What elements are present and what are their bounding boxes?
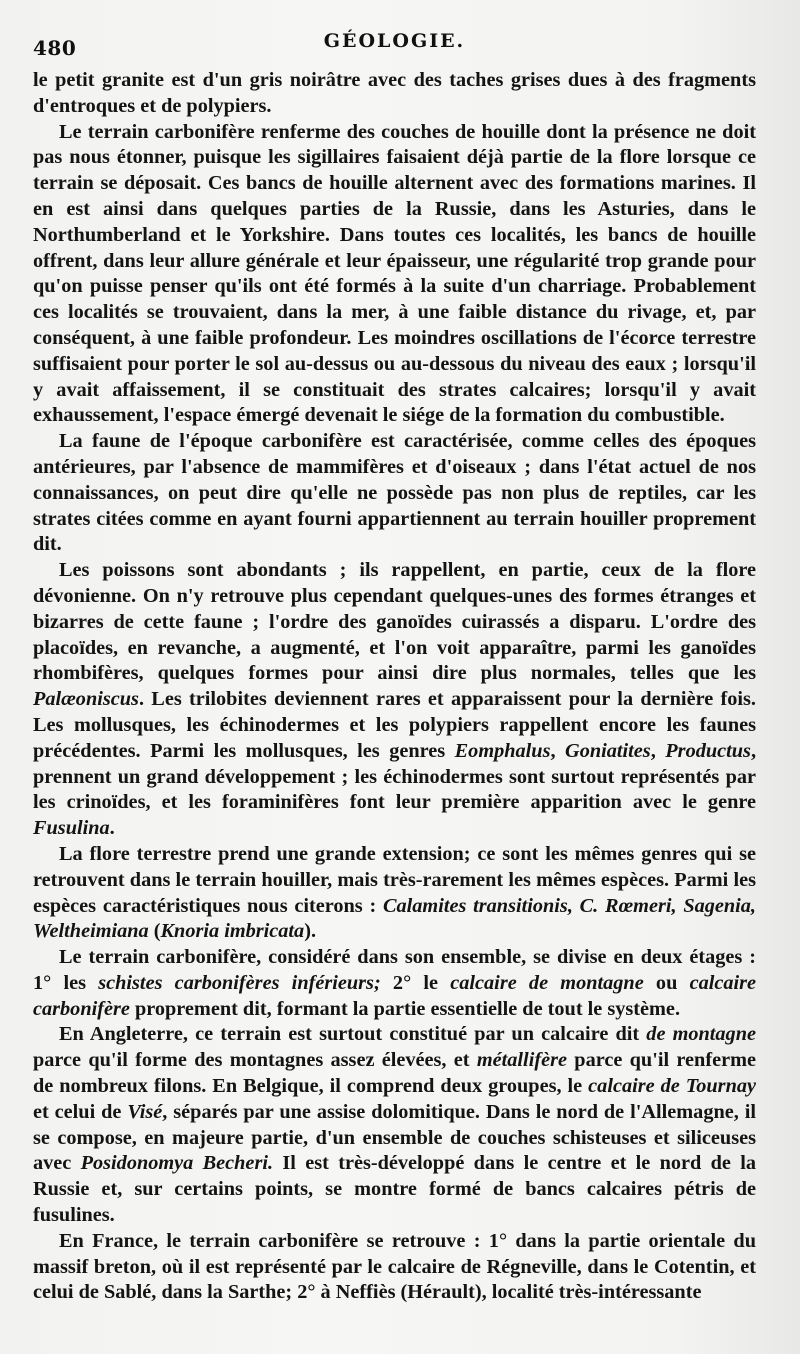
italic-run: calcaire de Tournay — [588, 1075, 757, 1098]
text-run: . Les trilobites deviennent rares et apparaissent pour la dernière fois. Les mollusques, les échinodermes et les polypiers rappellent encore les faunes précédentes. Parmi les mollusques, les genres — [33, 688, 756, 762]
text-run: , prennent un grand développement ; les échinodermes sont surtout représentés par les crinoïdes, et les foraminifères font leur première apparition avec le genre — [33, 739, 757, 814]
text-run: , séparés par une assise dolomitique. Dans le nord de l'Allemagne, il se compose, en majeure partie, d'un ensemble de couches schisteuses et siliceuses avec — [33, 1100, 756, 1175]
italic-run: Palæoniscus — [33, 688, 139, 711]
paragraph — [33, 1022, 756, 1228]
italic-run: calcaire de montagne — [450, 971, 644, 994]
text-run: Le terrain carbonifère, considéré dans son ensemble, se divise en deux étages : 1° les — [33, 946, 756, 994]
text-run: , — [650, 739, 666, 762]
paragraph — [33, 558, 756, 842]
italic-run: de montagne — [646, 1023, 756, 1046]
page-header — [33, 30, 756, 68]
italic-run: Calamites transitionis, C. Rœmeri, Sagenia, Weltheimiana — [33, 894, 757, 943]
text-run: Il est très-développé dans le centre et le nord de la Russie et, sur certains points, se montre formé de bancs calcaires pétris de fusulines. — [33, 1152, 757, 1227]
running-head: GÉOLOGIE. — [323, 30, 466, 52]
text-run: 2° le — [380, 971, 451, 994]
italic-run: calcaire carbonifère — [33, 971, 757, 1020]
italic-run: Posidonomya Becheri. — [80, 1152, 274, 1175]
paragraph — [33, 68, 756, 120]
italic-run: Goniatites — [565, 739, 651, 762]
paragraph — [33, 120, 756, 430]
text-run: ( — [148, 920, 161, 943]
paragraph — [33, 945, 756, 1022]
page-number: 480 — [33, 36, 77, 60]
italic-run: Eomphalus — [454, 739, 551, 762]
text-run: En Angleterre, ce terrain est surtout constitué par un calcaire dit — [59, 1023, 647, 1046]
text-run: En France, le terrain carbonifère se retrouve : 1° dans la partie orientale du massif breton, où il est représenté par le calcaire de Régneville, dans le Cotentin, et celui de Sablé, dans la Sarthe; 2° à Neffiès (Hérault), localité très-intéressante — [33, 1229, 756, 1304]
body-text — [33, 68, 756, 1306]
italic-run: métallifère — [476, 1049, 567, 1072]
text-run: . — [109, 817, 115, 840]
italic-run: Fusulina — [33, 817, 110, 840]
paragraph — [33, 429, 756, 558]
italic-run: Visé — [127, 1100, 163, 1123]
text-run: et celui de — [33, 1100, 128, 1123]
text-run: La flore terrestre prend une grande extension; ce sont les mêmes genres qui se retrouvent dans le terrain houiller, mais très-rarement les mêmes espèces. Parmi les espèces caractéristiques nous citerons : — [33, 842, 756, 917]
text-run: le petit granite est d'un gris noirâtre avec des taches grises dues à des fragments d'entroques et de polypiers. — [33, 69, 756, 117]
paragraph — [33, 842, 756, 945]
text-run: ou — [643, 971, 690, 994]
italic-run: Knoria imbricata — [160, 920, 305, 943]
text-run: parce qu'il renferme de nombreux filons. En Belgique, il comprend deux groupes, le — [33, 1049, 756, 1098]
paragraph — [33, 1229, 756, 1306]
text-run: ). — [304, 920, 317, 943]
italic-run: schistes carbonifères inférieurs; — [98, 971, 381, 994]
text-run: Le terrain carbonifère renferme des couches de houille dont la présence ne doit pas nous étonner, puisque les sigillaires faisaient déjà partie de la flore lorsque ce terrain se déposait. Ces bancs de houille alternent avec des formations marines. Il en est ainsi dans quelques parties de la Russie, dans les Asturies, dans le Northumberland et le Yorkshire. Dans toutes ces localités, les bancs de houille offrent, dans leur allure générale et leur épaisseur, une régularité trop grande pour qu'on puisse penser qu'ils ont été formés à la suite d'un charriage. Probablement ces localités se trouvaient, dans la mer, à une faible distance du rivage, et, par conséquent, à une faible profondeur. Les moindres oscillations de l'écorce terrestre suffisaient pour porter le sol au-dessus ou au-dessous du niveau des eaux ; lorsqu'il y avait affaissement, il se constituait des strates calcaires; lorsqu'il y avait exhaussement, l'espace émergé devenait le siége de la formation du combustible. — [33, 120, 756, 427]
text-run: La faune de l'époque carbonifère est caractérisée, comme celles des époques antérieures, par l'absence de mammifères et d'oiseaux ; dans l'état actuel de nos connaissances, on peut dire qu'elle ne possède pas non plus de reptiles, car les strates citées comme en ayant fourni appartiennent au terrain houiller proprement dit. — [33, 430, 756, 556]
text-run: parce qu'il forme des montagnes assez élevées, et — [33, 1049, 477, 1072]
italic-run: Productus — [665, 739, 751, 762]
text-run: proprement dit, formant la partie essentielle de tout le système. — [129, 997, 681, 1020]
text-run: Les poissons sont abondants ; ils rappellent, en partie, ceux de la flore dévonienne. On n'y retrouve plus cependant quelques-unes des formes étranges et bizarres de cette faune ; l'ordre des ganoïdes cuirassés a disparu. L'ordre des placoïdes, en revanche, a augmenté, et l'on voit apparaître, parmi les ganoïdes rhombifères, quelques formes pour ainsi dire plus normales, telles que les — [33, 559, 756, 685]
text-run: , — [550, 739, 566, 762]
